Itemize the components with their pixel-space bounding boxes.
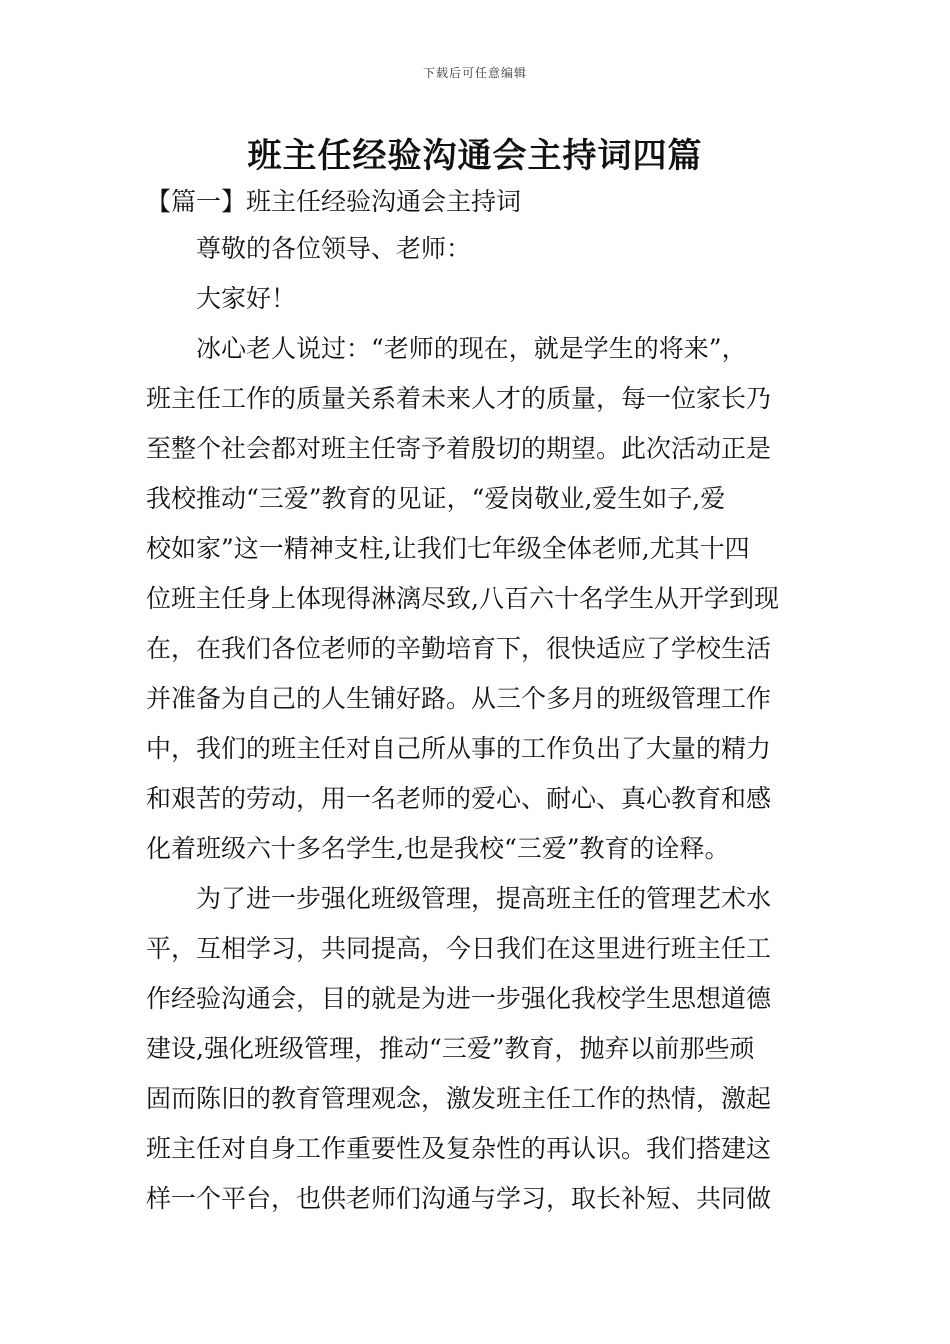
body-text-line: 为了进一步强化班级管理，提高班主任的管理艺术水 bbox=[196, 884, 772, 913]
body-text-line: 化着班级六十多名学生,也是我校“三爱”教育的诠释。 bbox=[146, 834, 730, 863]
salutation-line: 尊敬的各位领导、老师： bbox=[196, 234, 472, 263]
body-text-line: 作经验沟通会，目的就是为进一步强化我校学生思想道德 bbox=[146, 984, 772, 1013]
body-text-line: 并准备为自己的人生铺好路。从三个多月的班级管理工作 bbox=[146, 684, 772, 713]
body-text-line: 中，我们的班主任对自己所从事的工作负出了大量的精力 bbox=[146, 734, 772, 763]
greeting-line: 大家好！ bbox=[196, 284, 297, 313]
body-text-line: 至整个社会都对班主任寄予着殷切的期望。此次活动正是 bbox=[146, 434, 772, 463]
body-text-line: 在，在我们各位老师的辛勤培育下，很快适应了学校生活 bbox=[146, 634, 772, 663]
body-text-line: 位班主任身上体现得淋漓尽致,八百六十名学生从开学到现 bbox=[146, 584, 779, 613]
body-text-line: 平，互相学习，共同提高，今日我们在这里进行班主任工 bbox=[146, 934, 772, 963]
body-text-line: 建设,强化班级管理，推动“三爱”教育，抛弃以前那些顽 bbox=[146, 1034, 755, 1063]
body-text-line: 冰心老人说过：“老师的现在，就是学生的将来”， bbox=[196, 334, 747, 363]
document-title: 班主任经验沟通会主持词四篇 bbox=[247, 136, 703, 176]
body-text-line: 样一个平台，也供老师们沟通与学习，取长补短、共同做 bbox=[146, 1184, 772, 1213]
section-heading: 【篇一】班主任经验沟通会主持词 bbox=[146, 187, 522, 216]
body-text-line: 固而陈旧的教育管理观念，激发班主任工作的热情，激起 bbox=[146, 1084, 772, 1113]
body-text-line: 班主任对自身工作重要性及复杂性的再认识。我们搭建这 bbox=[146, 1134, 772, 1163]
body-text-line: 校如家”这一精神支柱,让我们七年级全体老师,尤其十四 bbox=[146, 534, 750, 563]
body-text-line: 和艰苦的劳动，用一名老师的爱心、耐心、真心教育和感 bbox=[146, 784, 772, 813]
body-text-line: 我校推动“三爱”教育的见证，“爱岗敬业,爱生如子,爱 bbox=[146, 484, 726, 513]
body-text-line: 班主任工作的质量关系着未来人才的质量，每一位家长乃 bbox=[146, 384, 772, 413]
header-note: 下载后可任意编辑 bbox=[422, 66, 527, 80]
